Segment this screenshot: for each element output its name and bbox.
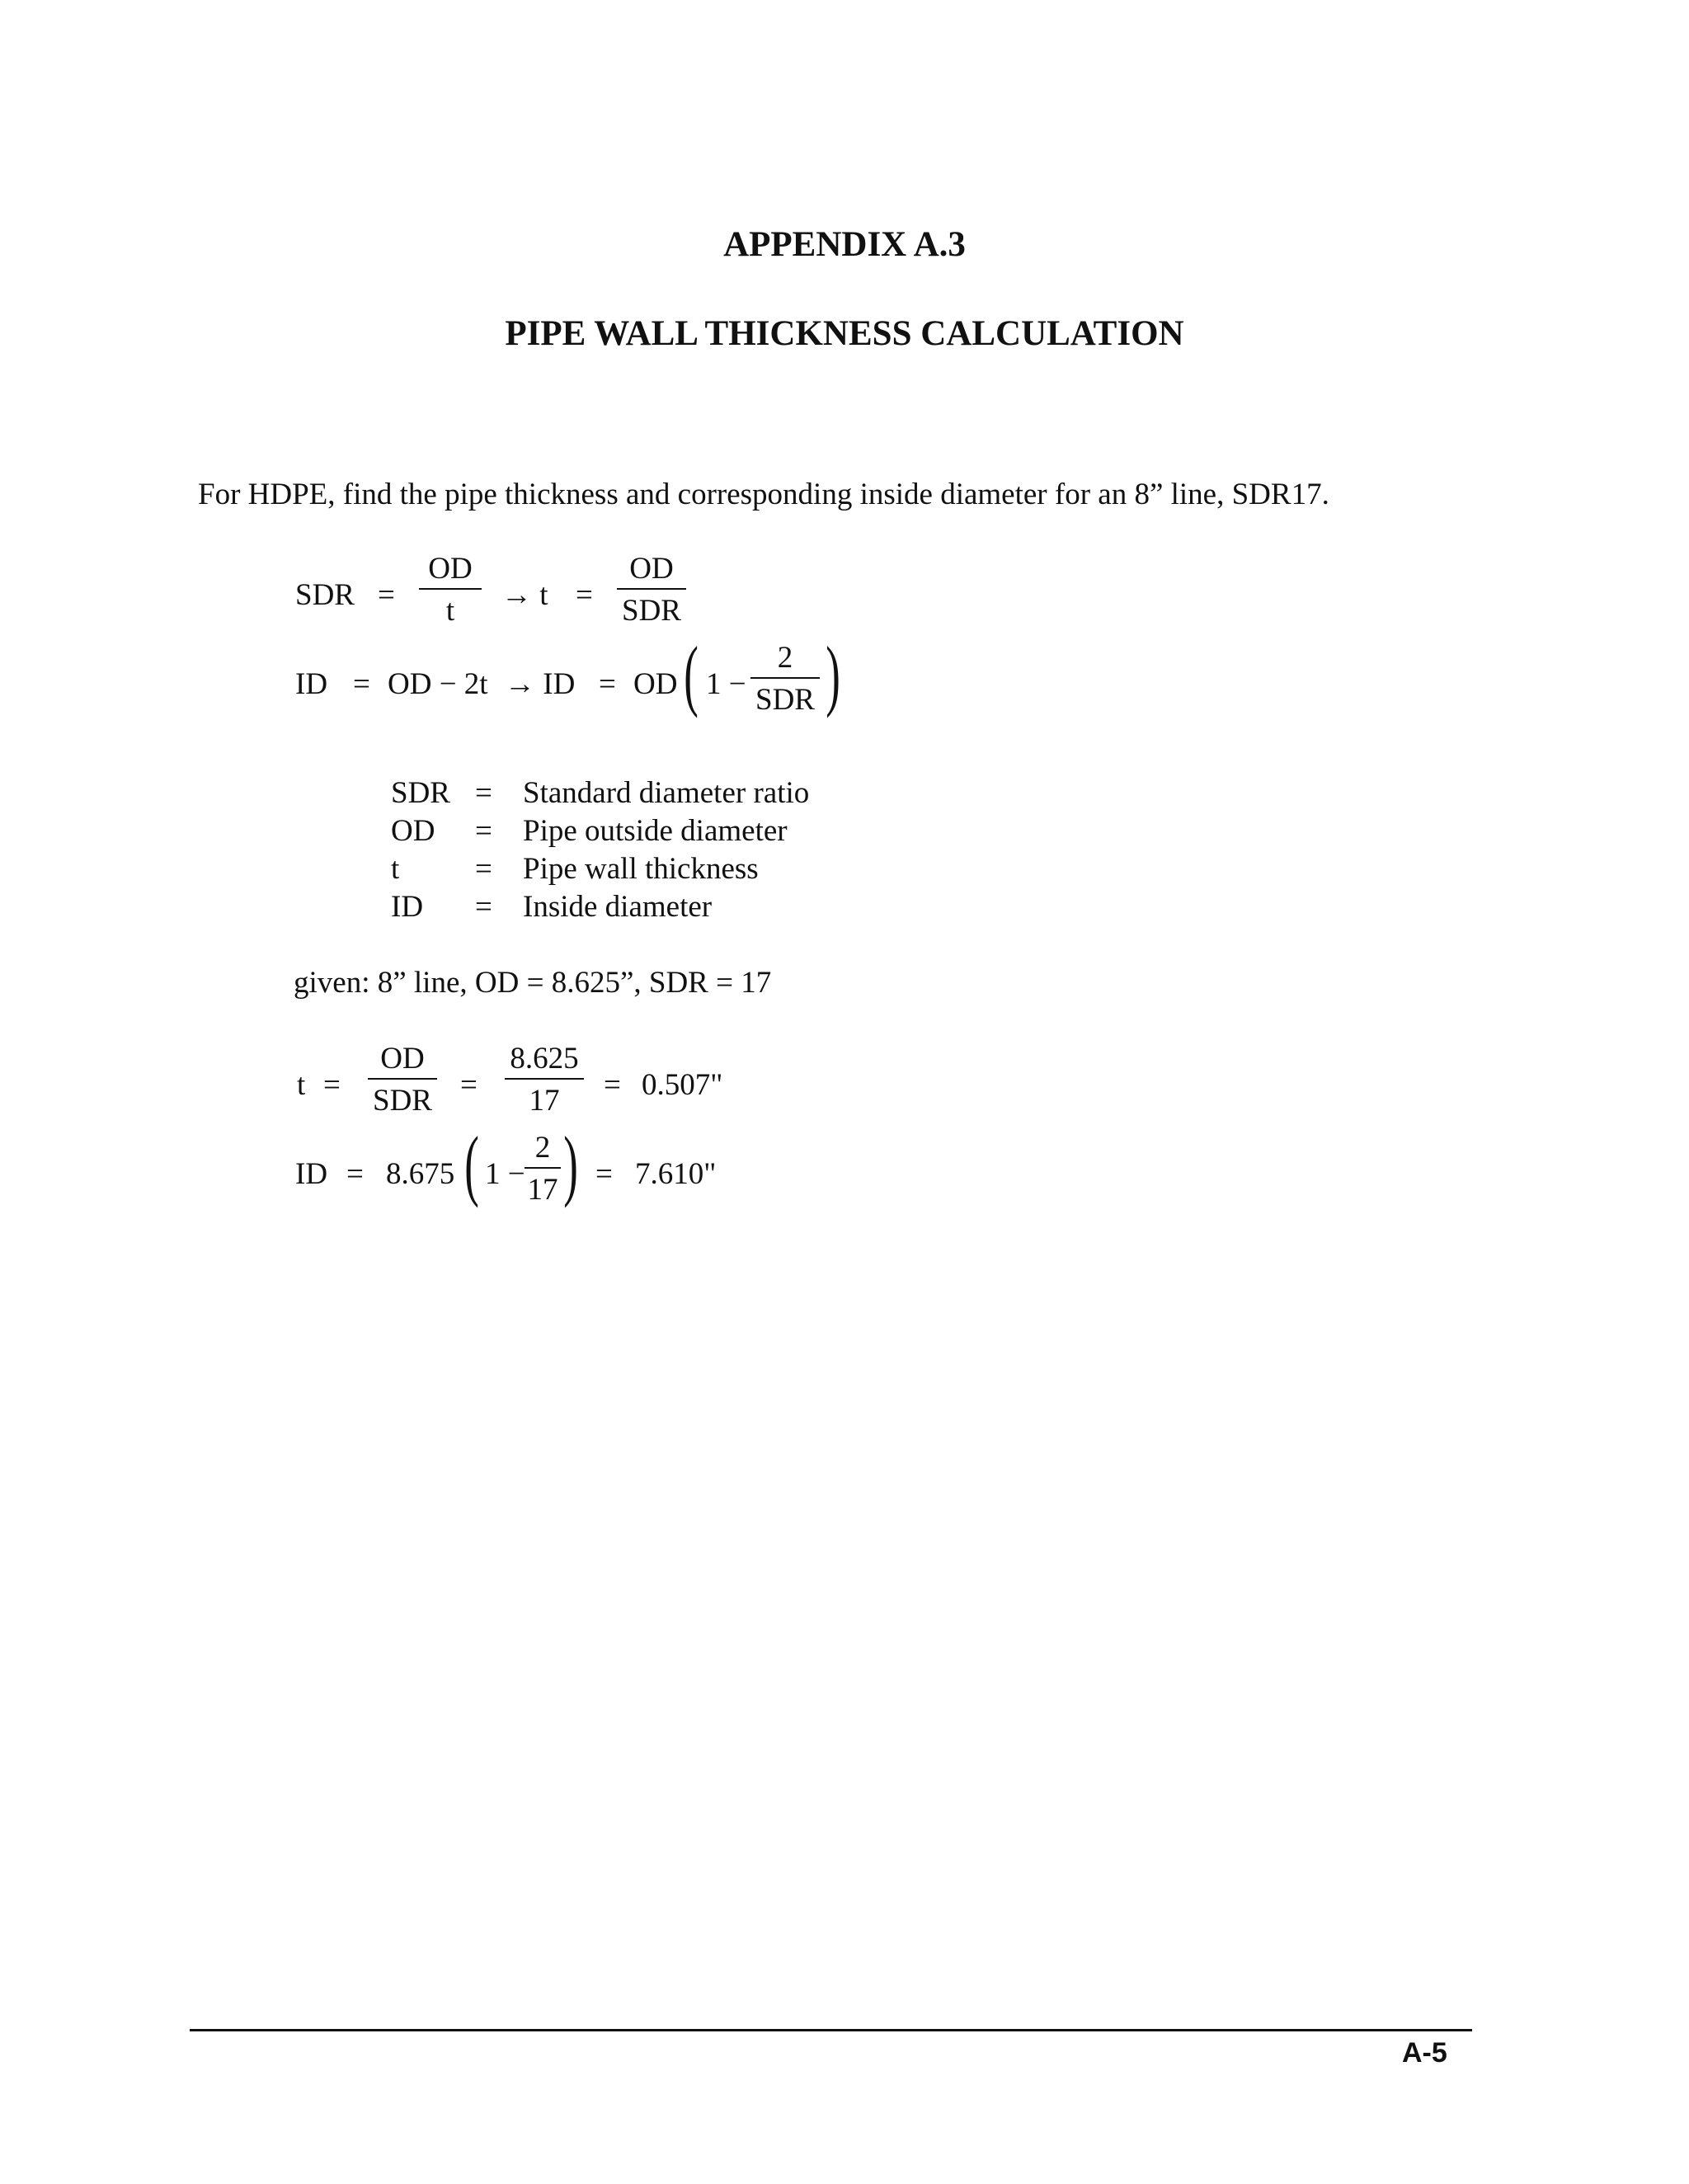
denominator: SDR — [373, 1084, 432, 1118]
calc-eq: = — [323, 1068, 341, 1102]
footer-rule — [190, 2029, 1472, 2031]
od-minus-2t: OD − 2t — [388, 667, 488, 701]
fraction-bar — [505, 1078, 584, 1080]
denominator: t — [445, 594, 455, 628]
fraction-8625-over-17 — [505, 1041, 584, 1118]
formula-eq: = — [378, 578, 395, 612]
numerator: 2 — [777, 641, 793, 675]
def-meaning: Standard diameter ratio — [523, 776, 810, 810]
calc-eq: = — [460, 1068, 478, 1102]
fraction-od-over-sdr — [617, 551, 686, 628]
fraction-od-over-t — [419, 551, 482, 628]
formula-eq: = — [576, 578, 593, 612]
formula-sdr-lhs: SDR — [295, 578, 355, 612]
fraction-bar — [617, 588, 686, 590]
def-meaning: Pipe outside diameter — [523, 814, 788, 848]
calc-eq: = — [604, 1068, 621, 1102]
def-eq: = — [475, 852, 492, 886]
calc-eq: = — [595, 1157, 613, 1191]
one-minus: 1 − — [485, 1157, 525, 1191]
formula-eq: = — [599, 667, 616, 701]
arrow-t: → t — [501, 578, 548, 612]
od-coefficient: OD — [633, 667, 678, 701]
def-symbol: t — [391, 852, 400, 886]
id-result: 7.610" — [635, 1157, 717, 1191]
denominator: 17 — [527, 1173, 558, 1207]
def-eq: = — [475, 890, 492, 924]
denominator: 17 — [529, 1084, 560, 1118]
formula-id-lhs: ID — [295, 667, 328, 701]
page-number: A-5 — [1402, 2037, 1447, 2069]
denominator: SDR — [622, 594, 681, 628]
intro-text: For HDPE, find the pipe thickness and corresponding inside diameter for an 8” line, SDR17. — [198, 478, 1329, 511]
numerator: 2 — [534, 1131, 551, 1165]
numerator: 8.625 — [510, 1042, 579, 1076]
t-result: 0.507" — [642, 1068, 723, 1102]
right-paren: ) — [563, 1120, 578, 1208]
numerator: OD — [380, 1042, 425, 1076]
calc-eq: = — [346, 1157, 364, 1191]
calc-id-lhs: ID — [295, 1157, 328, 1191]
right-paren: ) — [826, 630, 840, 718]
def-eq: = — [475, 814, 492, 848]
fraction-od-over-sdr — [368, 1041, 437, 1118]
def-eq: = — [475, 776, 492, 810]
formula-eq: = — [353, 667, 370, 701]
fraction-bar — [419, 588, 482, 590]
arrow-id: → ID — [505, 667, 576, 701]
def-symbol: ID — [391, 890, 424, 924]
section-title: PIPE WALL THICKNESS CALCULATION — [505, 314, 1184, 353]
numerator: OD — [428, 552, 473, 586]
fraction-2-over-sdr — [750, 640, 820, 718]
fraction-2-over-17 — [525, 1130, 561, 1207]
def-symbol: SDR — [391, 776, 450, 810]
calc-t-lhs: t — [297, 1068, 306, 1102]
fraction-bar — [750, 677, 820, 679]
appendix-title: APPENDIX A.3 — [723, 225, 966, 264]
numerator: OD — [629, 552, 674, 586]
id-coefficient: 8.675 — [386, 1157, 455, 1191]
left-paren: ( — [464, 1120, 479, 1208]
def-symbol: OD — [391, 814, 435, 848]
def-meaning: Pipe wall thickness — [523, 852, 759, 886]
one-minus: 1 − — [706, 667, 746, 701]
fraction-bar — [368, 1078, 437, 1080]
denominator: SDR — [755, 683, 815, 717]
def-meaning: Inside diameter — [523, 890, 713, 924]
given-line: given: 8” line, OD = 8.625”, SDR = 17 — [294, 966, 772, 1000]
fraction-bar — [525, 1167, 561, 1169]
left-paren: ( — [684, 630, 699, 718]
